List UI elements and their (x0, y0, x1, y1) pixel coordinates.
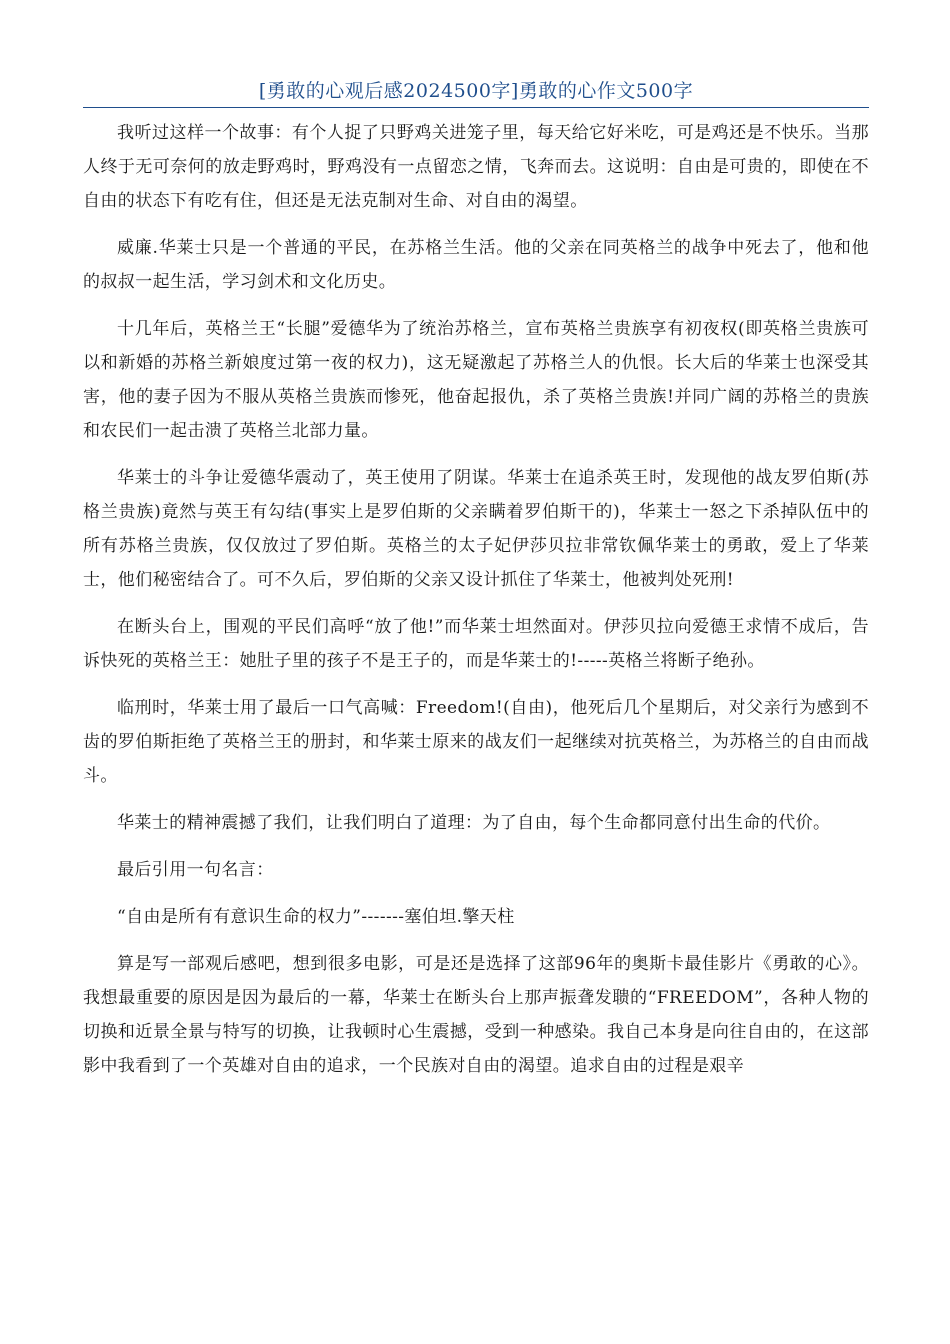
paragraph-10: 算是写一部观后感吧，想到很多电影，可是还是选择了这部96年的奥斯卡最佳影片《勇敢的心》。我想最重要的原因是因为最后的一幕，华莱士在断头台上那声振聋发聩的“FREEDOM”，各种人物的切换和近景全景与特写的切换，让我顿时心生震撼，受到一种感染。我自己本身是向往自由的，在这部影中我看到了一个英雄对自由的追求，一个民族对自由的渴望。追求自由的过程是艰辛 (83, 954, 869, 1076)
document-body (83, 116, 869, 1083)
paragraph-1: 我听过这样一个故事：有个人捉了只野鸡关进笼子里，每天给它好米吃，可是鸡还是不快乐。当那人终于无可奈何的放走野鸡时，野鸡没有一点留恋之情，飞奔而去。这说明：自由是可贵的，即使在不自由的状态下有吃有住，但还是无法克制对生命、对自由的渴望。 (83, 123, 869, 211)
paragraph-6: 临刑时，华莱士用了最后一口气高喊：Freedom!(自由)，他死后几个星期后，对父亲行为感到不齿的罗伯斯拒绝了英格兰王的册封，和华莱士原来的战友们一起继续对抗英格兰，为苏格兰的自由而战斗。 (83, 698, 869, 786)
quote-paragraph: “自由是所有有意识生命的权力”-------塞伯坦.擎天柱 (117, 907, 515, 927)
paragraph-8: 最后引用一句名言： (117, 860, 274, 880)
paragraph-3: 十几年后，英格兰王“长腿”爱德华为了统治苏格兰，宣布英格兰贵族享有初夜权(即英格兰贵族可以和新婚的苏格兰新娘度过第一夜的权力)，这无疑激起了苏格兰人的仇恨。长大后的华莱士也深受其害，他的妻子因为不服从英格兰贵族而惨死，他奋起报仇，杀了英格兰贵族!并同广阔的苏格兰的贵族和农民们一起击溃了英格兰北部力量。 (83, 319, 869, 441)
paragraph-5: 在断头台上，围观的平民们高呼“放了他!”而华莱士坦然面对。伊莎贝拉向爱德王求情不成后，告诉快死的英格兰王：她肚子里的孩子不是王子的，而是华莱士的!-----英格兰将断子绝孙。 (83, 617, 869, 671)
paragraph-2: 威廉.华莱士只是一个普通的平民，在苏格兰生活。他的父亲在同英格兰的战争中死去了，他和他的叔叔一起生活，学习剑术和文化历史。 (83, 238, 869, 292)
paragraph-7: 华莱士的精神震撼了我们，让我们明白了道理：为了自由，每个生命都同意付出生命的代价。 (117, 813, 831, 833)
paragraph-4: 华莱士的斗争让爱德华震动了，英王使用了阴谋。华莱士在追杀英王时，发现他的战友罗伯斯(苏格兰贵族)竟然与英王有勾结(事实上是罗伯斯的父亲瞒着罗伯斯干的)，华莱士一怒之下杀掉队伍中的所有苏格兰贵族，仅仅放过了罗伯斯。英格兰的太子妃伊莎贝拉非常钦佩华莱士的勇敢，爱上了华莱士，他们秘密结合了。可不久后，罗伯斯的父亲又设计抓住了华莱士，他被判处死刑! (83, 468, 869, 590)
document-header-title: [勇敢的心观后感2024500字]勇敢的心作文500字 (83, 78, 869, 108)
document-page (83, 78, 869, 1096)
